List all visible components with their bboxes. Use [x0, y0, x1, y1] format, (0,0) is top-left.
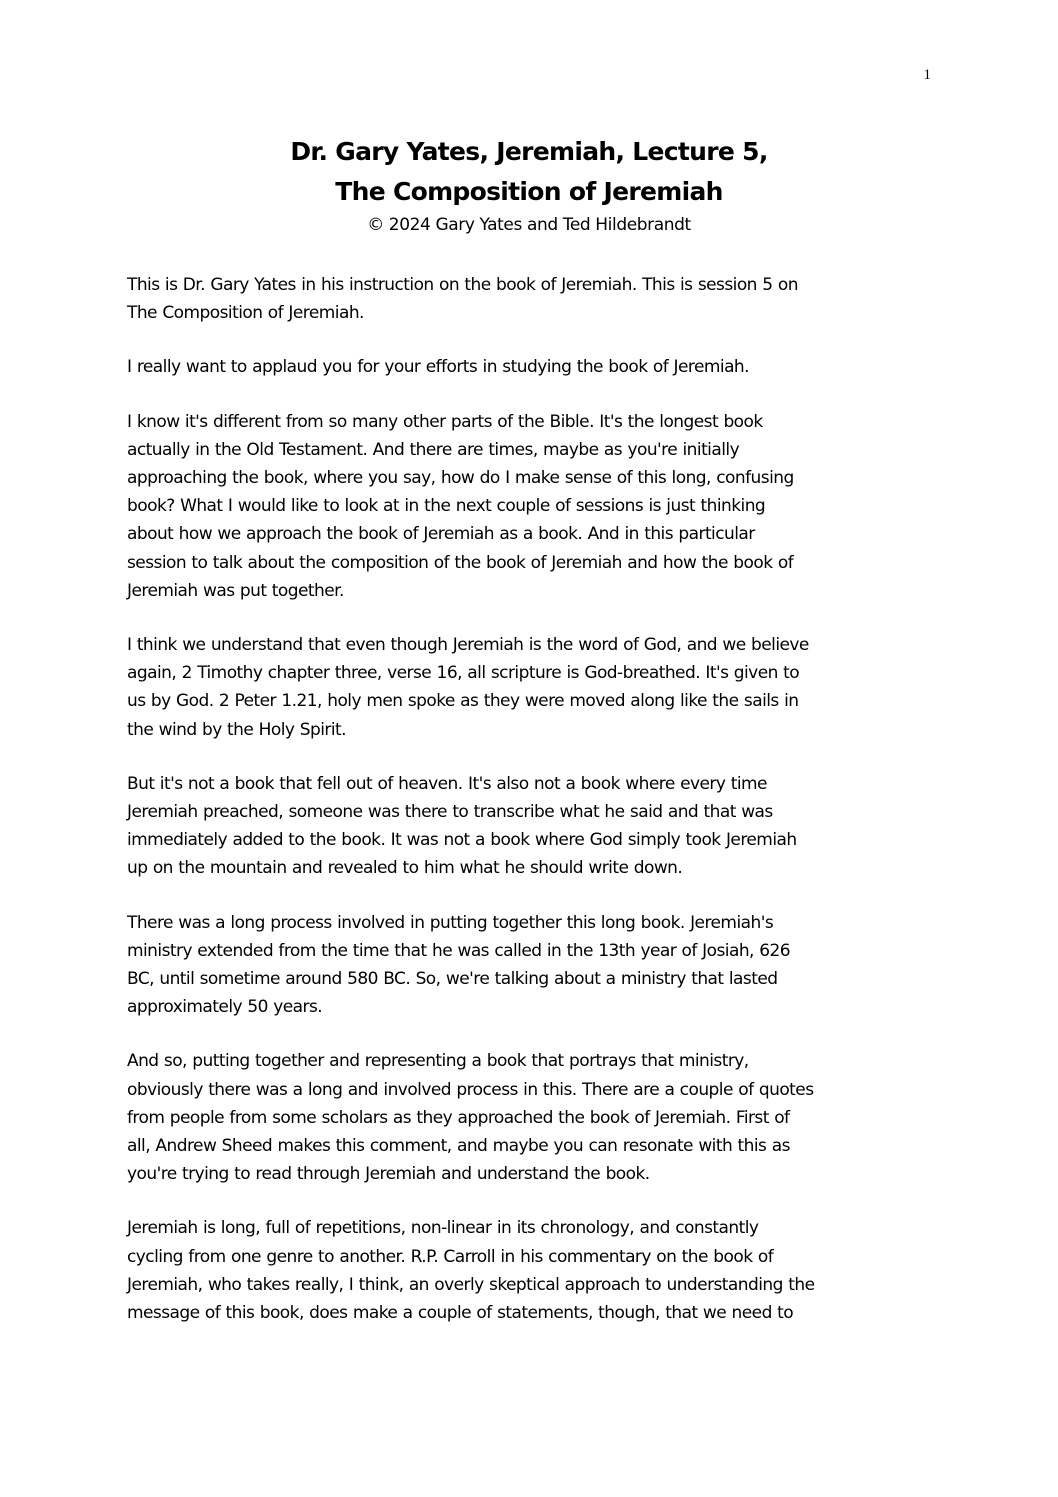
- paragraph-line: The Composition of Jeremiah.: [127, 303, 364, 324]
- paragraph: [127, 1214, 937, 1327]
- paragraph-line: I know it's different from so many other parts of the Bible. It's the longest book: [127, 411, 763, 432]
- paragraph-line: approaching the book, where you say, how do I make sense of this long, confusing: [127, 468, 794, 489]
- paragraph-line: approximately 50 years.: [127, 997, 323, 1018]
- paragraph-line: the wind by the Holy Spirit.: [127, 719, 347, 740]
- paragraph: [127, 271, 937, 327]
- paragraph: [127, 770, 937, 883]
- paragraph-line: Jeremiah was put together.: [127, 580, 344, 601]
- paragraph-line: session to talk about the composition of the book of Jeremiah and how the book of: [127, 552, 794, 573]
- paragraph-line: Jeremiah is long, full of repetitions, non-linear in its chronology, and constantly: [127, 1218, 759, 1239]
- paragraph-line: actually in the Old Testament. And there are times, maybe as you're initially: [127, 439, 740, 460]
- paragraph-line: This is Dr. Gary Yates in his instruction on the book of Jeremiah. This is session 5 on: [127, 275, 798, 295]
- body-text: [127, 271, 937, 1353]
- paragraph-line: And so, putting together and representing a book that portrays that ministry,: [127, 1051, 749, 1072]
- paragraph-line: I really want to applaud you for your efforts in studying the book of Jeremiah.: [127, 357, 750, 378]
- paragraph-line: cycling from one genre to another. R.P. Carroll in his commentary on the book of: [127, 1246, 774, 1267]
- document-title-line-2: The Composition of Jeremiah: [335, 177, 723, 206]
- paragraph-line: all, Andrew Sheed makes this comment, and maybe you can resonate with this as: [127, 1136, 790, 1157]
- paragraph: [127, 1047, 937, 1188]
- paragraph-line: up on the mountain and revealed to him what he should write down.: [127, 858, 683, 879]
- paragraph: [127, 353, 937, 381]
- paragraph-line: BC, until sometime around 580 BC. So, we're talking about a ministry that lasted: [127, 969, 778, 990]
- paragraph-line: Jeremiah, who takes really, I think, an overly skeptical approach to understanding the: [127, 1274, 815, 1295]
- paragraph-line: book? What I would like to look at in the next couple of sessions is just thinking: [127, 496, 766, 517]
- title-block: [0, 132, 1058, 238]
- paragraph: [127, 631, 937, 744]
- paragraph: [127, 909, 937, 1022]
- paragraph-line: from people from some scholars as they approached the book of Jeremiah. First of: [127, 1107, 790, 1128]
- paragraph-line: There was a long process involved in putting together this long book. Jeremiah's: [127, 912, 774, 933]
- paragraph-line: about how we approach the book of Jeremiah as a book. And in this particular: [127, 524, 755, 545]
- paragraph-line: message of this book, does make a couple of statements, though, that we need to: [127, 1303, 794, 1324]
- document-title-line-1: Dr. Gary Yates, Jeremiah, Lecture 5,: [290, 137, 768, 166]
- paragraph-line: Jeremiah preached, someone was there to transcribe what he said and that was: [127, 802, 773, 823]
- page-number: 1: [923, 67, 931, 83]
- paragraph-line: But it's not a book that fell out of heaven. It's also not a book where every time: [127, 773, 767, 794]
- paragraph-line: us by God. 2 Peter 1.21, holy men spoke as they were moved along like the sails in: [127, 691, 799, 712]
- paragraph-line: obviously there was a long and involved process in this. There are a couple of quotes: [127, 1079, 814, 1100]
- paragraph-line: immediately added to the book. It was not a book where God simply took Jeremiah: [127, 830, 797, 851]
- paragraph-line: ministry extended from the time that he was called in the 13th year of Josiah, 626: [127, 940, 791, 961]
- paragraph-line: again, 2 Timothy chapter three, verse 16, all scripture is God-breathed. It's given to: [127, 663, 800, 684]
- paragraph: [127, 408, 937, 605]
- paragraph-line: you're trying to read through Jeremiah and understand the book.: [127, 1164, 650, 1185]
- paragraph-line: I think we understand that even though Jeremiah is the word of God, and we believe: [127, 635, 809, 656]
- copyright-notice: © 2024 Gary Yates and Ted Hildebrandt: [367, 215, 691, 235]
